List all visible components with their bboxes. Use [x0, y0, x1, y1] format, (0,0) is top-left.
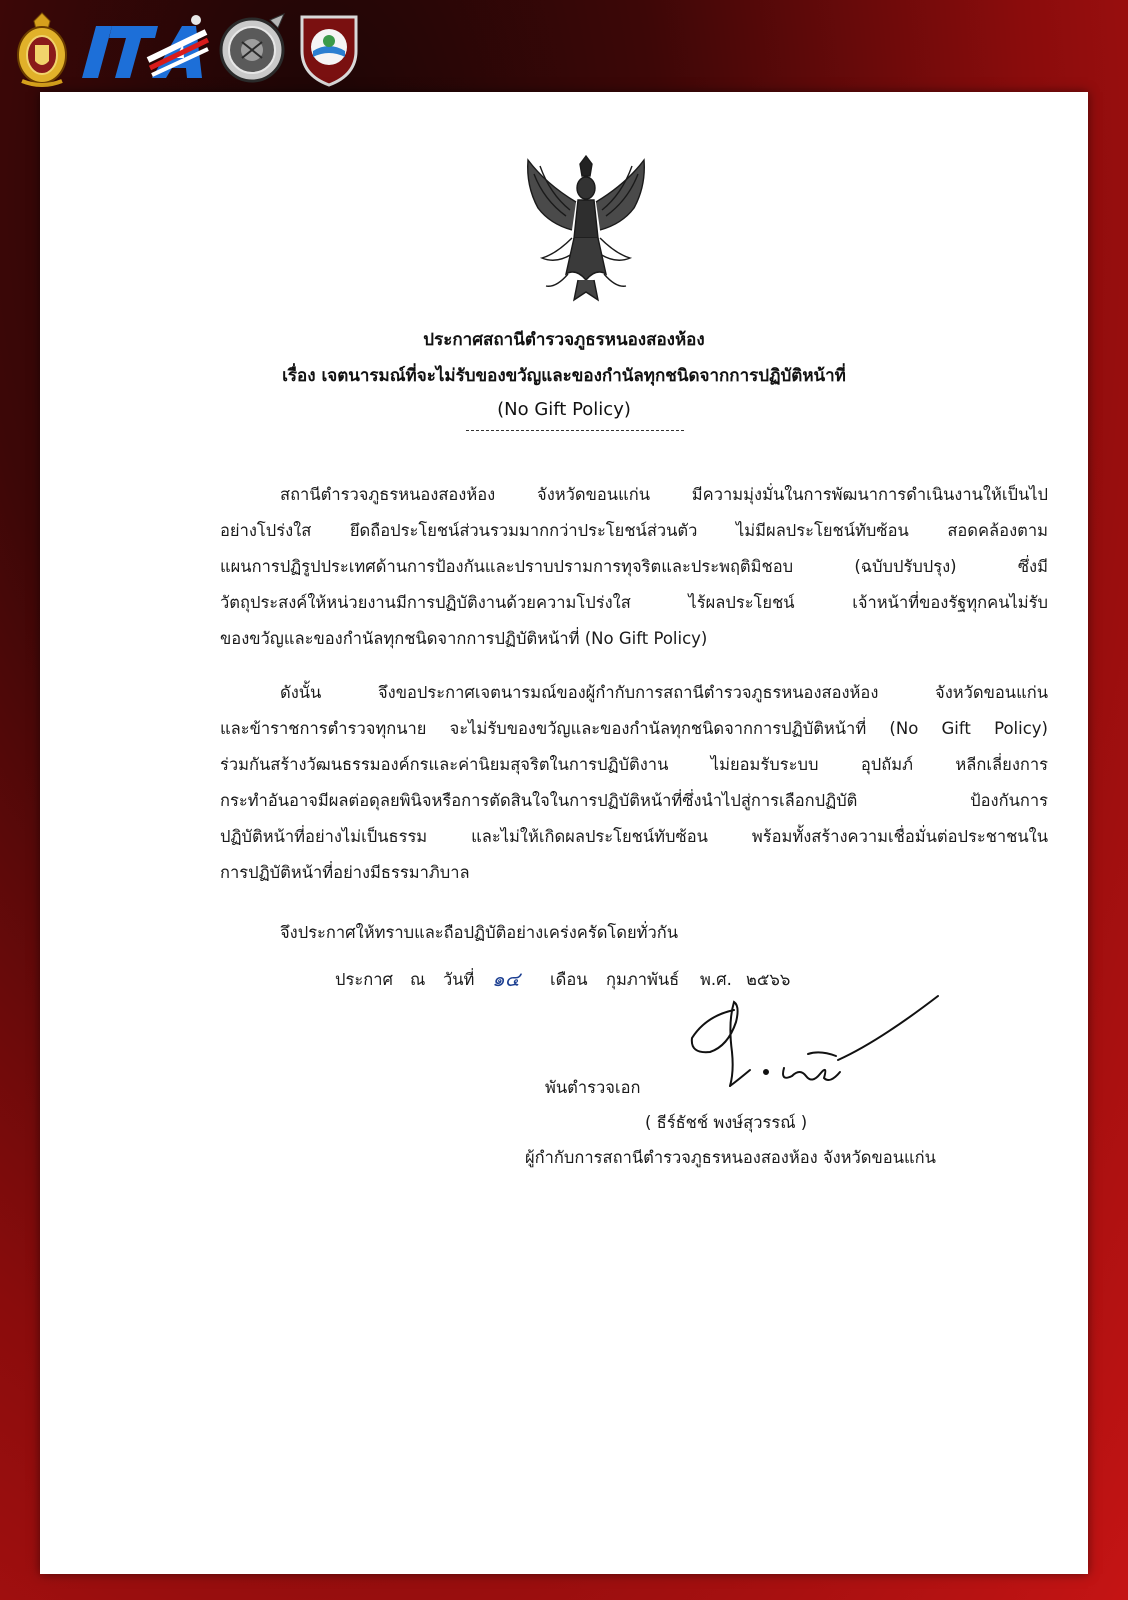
- date-era-label: พ.ศ.: [700, 970, 732, 989]
- document-subject: เรื่อง เจตนารมณ์ที่จะไม่รับของขวัญและของกำนัลทุกชนิดจากการปฏิบัติหน้าที่: [282, 366, 846, 386]
- signature-icon: [688, 992, 940, 1092]
- document-policy-name: (No Gift Policy): [497, 399, 631, 420]
- garuda-emblem-icon: [516, 154, 656, 306]
- document-title: ประกาศสถานีตำรวจภูธรหนองสองห้อง: [423, 330, 705, 350]
- shield-icon: [296, 11, 362, 87]
- signer-position: ผู้กำกับการสถานีตำรวจภูธรหนองสองห้อง จังหวัดขอนแก่น: [525, 1148, 936, 1167]
- paragraph1-line: สถานีตำรวจภูธรหนองสองห้อง จังหวัดขอนแก่น มีความมุ่งมั่นในการพัฒนาการดำเนินงานให้เป็นไป: [280, 485, 1048, 504]
- date-month: กุมภาพันธ์: [606, 970, 680, 989]
- paragraph2-line: และข้าราชการตำรวจทุกนาย จะไม่รับของขวัญและของกำนัลทุกชนิดจากการปฏิบัติหน้าที่ (No Gift Policy): [220, 719, 1048, 738]
- date-at-label: ณ: [410, 970, 426, 989]
- signer-name: ( ธีร์ธัชช์ พงษ์สุวรรณ์ ): [645, 1113, 808, 1132]
- date-year: ๒๕๖๖: [746, 970, 791, 989]
- paragraph2-line: ดังนั้น จึงขอประกาศเจตนารมณ์ของผู้กำกับการสถานีตำรวจภูธรหนองสองห้อง จังหวัดขอนแก่น: [280, 683, 1048, 702]
- document-page: [40, 92, 1088, 1574]
- date-day-handwritten: ๑๔: [492, 967, 520, 991]
- paragraph2-line: ร่วมกันสร้างวัฒนธรรมองค์กรและค่านิยมสุจริตในการปฏิบัติงาน ไม่ยอมรับระบบ อุปถัมภ์ หลีกเลี่ยงการ: [220, 755, 1048, 774]
- paragraph1-line: วัตถุประสงค์ให้หน่วยงานมีการปฏิบัติงานด้วยความโปร่งใส ไร้ผลประโยชน์ เจ้าหน้าที่ของรัฐทุกคนไม่รับ: [220, 593, 1048, 612]
- paragraph1-line: อย่างโปร่งใส ยึดถือประโยชน์ส่วนรวมมากกว่าประโยชน์ส่วนตัว ไม่มีผลประโยชน์ทับซ้อน สอดคล้องตาม: [220, 521, 1048, 540]
- paragraph1-line: ของขวัญและของกำนัลทุกชนิดจากการปฏิบัติหน้าที่ (No Gift Policy): [220, 629, 708, 648]
- header-logo-bar: [14, 6, 362, 92]
- closing-statement: จึงประกาศให้ทราบและถือปฏิบัติอย่างเคร่งครัดโดยทั่วกัน: [280, 923, 679, 942]
- paragraph2-line: การปฏิบัติหน้าที่อย่างมีธรรมาภิบาล: [220, 863, 470, 882]
- paragraph1-line: แผนการปฏิรูปประเทศด้านการป้องกันและปราบปรามการทุจริตและประพฤติมิชอบ (ฉบับปรับปรุง) ซึ่งมี: [220, 557, 1048, 576]
- paragraph2-line: ปฏิบัติหน้าที่อย่างไม่เป็นธรรม และไม่ให้เกิดผลประโยชน์ทับซ้อน พร้อมทั้งสร้างความเชื่อมั่นต่อประชาชนใน: [220, 827, 1048, 846]
- title-separator: [466, 430, 684, 431]
- date-announced-label: ประกาศ: [335, 970, 393, 989]
- seal-icon: [218, 12, 288, 86]
- signer-rank: พันตำรวจเอก: [545, 1078, 641, 1097]
- paragraph2-line: กระทำอันอาจมีผลต่อดุลยพินิจหรือการตัดสินใจในการปฏิบัติหน้าที่ซึ่งนำไปสู่การเลือกปฏิบัติ ป้องกันการ: [220, 791, 1048, 810]
- date-day-label: วันที่: [443, 970, 475, 989]
- ita-logo: [78, 12, 210, 86]
- date-month-label: เดือน: [550, 970, 588, 989]
- police-emblem-icon: [14, 11, 70, 87]
